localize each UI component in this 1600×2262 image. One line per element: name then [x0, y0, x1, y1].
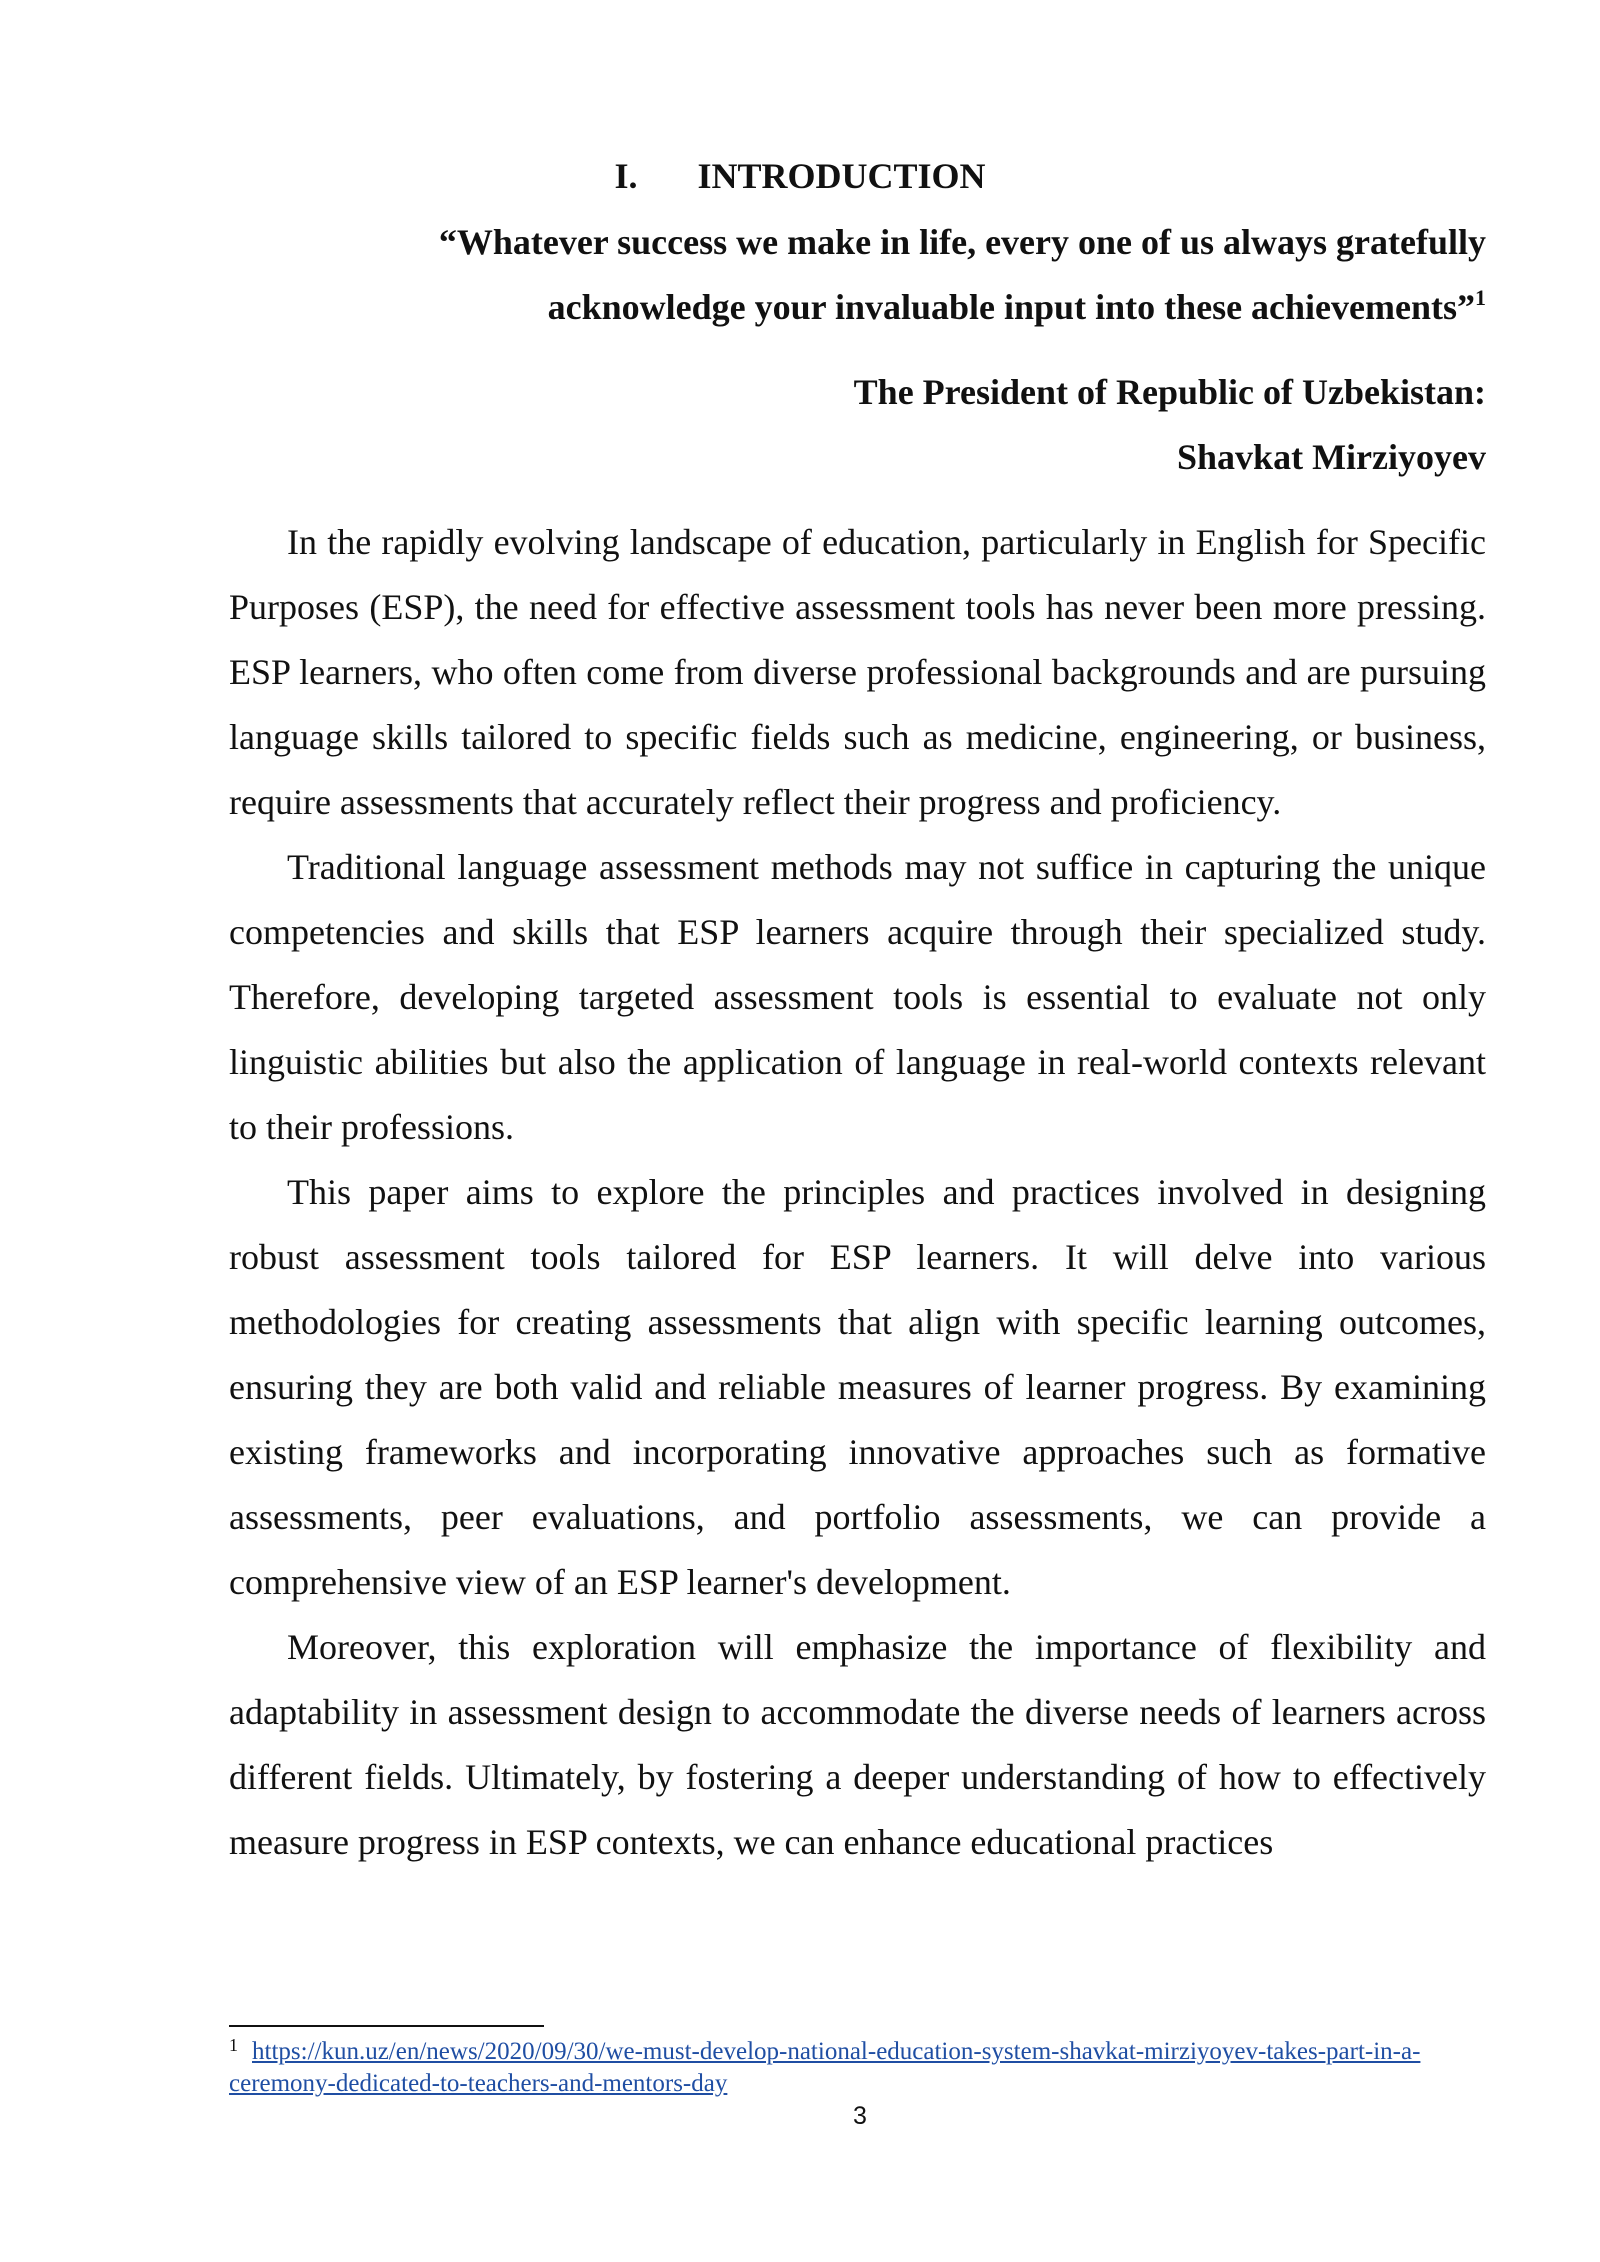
attribution-name: Shavkat Mirziyoyev	[1177, 437, 1486, 477]
paragraph-1: In the rapidly evolving landscape of education, particularly in English for Specific Purposes (ESP), the need for effective assessment tools has never been more pressing. ESP learners, who often come from diverse professional backgrounds and are pursuing language skills tailored to specific fields such as medicine, engineering, or business, require assessments that accurately reflect their progress and proficiency.	[229, 522, 1486, 822]
epigraph-line-1: “Whatever success we make in life, every one of us always gratefully	[438, 222, 1486, 262]
paragraph-4: Moreover, this exploration will emphasize the importance of flexibility and adaptability in assessment design to accommodate the diverse needs of learners across different fields. Ultimately, by fostering a deeper understanding of how to effectively measure progress in ESP contexts, we can enhance educational practices	[229, 1627, 1486, 1862]
footnote-marker: 1	[229, 2035, 238, 2055]
section-title: INTRODUCTION	[697, 156, 986, 196]
footnote-separator	[229, 2025, 544, 2027]
paragraph-2: Traditional language assessment methods may not suffice in capturing the unique competencies and skills that ESP learners acquire through their specialized study. Therefore, developing targeted assessment tools is essential to evaluate not only linguistic abilities but also the application of language in real-world contexts relevant to their professions.	[229, 847, 1486, 1147]
footnote-link[interactable]: https://kun.uz/en/news/2020/09/30/we-must-develop-national-education-system-shavkat-mirziyoyev-takes-part-in-a-ceremony-dedicated-to-teachers-and-mentors-day	[229, 2038, 1421, 2097]
epigraph-attribution	[229, 360, 1486, 490]
page-number: 3	[853, 2102, 867, 2130]
epigraph-quote	[229, 210, 1486, 340]
attribution-title: The President of Republic of Uzbekistan:	[853, 372, 1486, 412]
epigraph-footnote-marker: 1	[1475, 285, 1486, 310]
footnote	[229, 2036, 1491, 2100]
epigraph-line-2	[229, 275, 1486, 340]
section-number: I.	[614, 156, 638, 196]
body-text	[229, 510, 1486, 1875]
paragraph-3: This paper aims to explore the principles and practices involved in designing robust assessment tools tailored for ESP learners. It will delve into various methodologies for creating assessments that align with specific learning outcomes, ensuring they are both valid and reliable measures of learner progress. By examining existing frameworks and incorporating innovative approaches such as formative assessments, peer evaluations, and portfolio assessments, we can provide a comprehensive view of an ESP learner's development.	[229, 1172, 1486, 1602]
section-heading	[0, 150, 1600, 202]
epigraph-line-2-text: acknowledge your invaluable input into these achievements”	[547, 287, 1475, 327]
